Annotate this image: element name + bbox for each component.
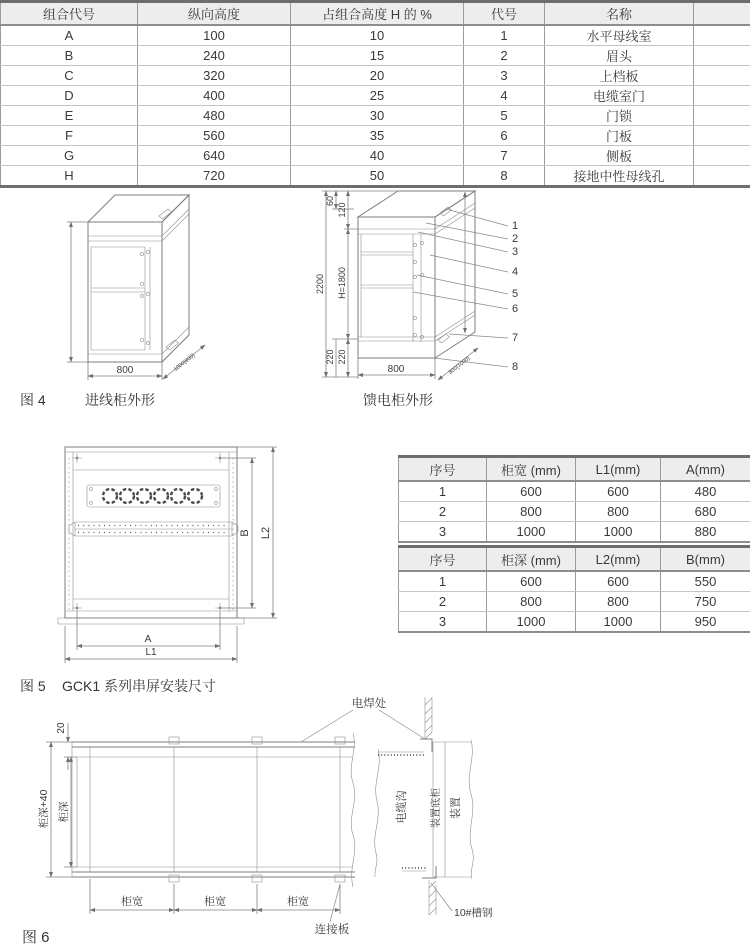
callout-8: 8: [512, 361, 519, 373]
column-header: 序号: [399, 547, 487, 572]
cell: 20: [291, 66, 464, 86]
cell: [694, 86, 750, 106]
cell: D: [1, 86, 138, 106]
dim-220-inner: 220: [337, 349, 347, 365]
dim-width-2: 柜宽: [204, 896, 226, 908]
cabinet-width-table: [398, 455, 750, 543]
column-header: 柜深 (mm): [487, 547, 576, 572]
cell: 4: [464, 86, 545, 106]
column-header: 名称: [545, 2, 694, 26]
side-vent-slot: [166, 340, 179, 350]
figure5-number: 图 5: [20, 678, 46, 694]
cell: 6: [464, 126, 545, 146]
table-row: [1, 146, 750, 166]
cell: 35: [291, 126, 464, 146]
cell: 2: [399, 502, 487, 522]
cell: 15: [291, 46, 464, 66]
cell: 8: [464, 166, 545, 187]
break-line: [351, 733, 355, 887]
callout-7: 7: [512, 332, 519, 344]
cell: 2: [399, 592, 487, 612]
table-row: [399, 592, 750, 612]
cell: 600: [487, 481, 576, 502]
dim-120: 120: [337, 202, 347, 218]
column-header: [694, 2, 750, 26]
wall-hatch-top: [420, 697, 432, 752]
dim-depth-plus-40: 柜深+40: [38, 789, 50, 829]
table-row: [399, 522, 750, 543]
cell: 1000: [576, 522, 661, 543]
column-header: 占组合高度 H 的 %: [291, 2, 464, 26]
panel-mounting-drawing: [25, 428, 395, 673]
frame: [72, 733, 355, 887]
dim-l2: L2: [260, 526, 272, 540]
cell: 40: [291, 146, 464, 166]
figure4-number: 图 4: [20, 392, 46, 408]
figure5-title: GCK1 系列串屏安装尺寸: [62, 678, 217, 694]
feeder-cabinet-label: 馈电柜外形: [363, 392, 433, 408]
table-row: [1, 126, 750, 146]
table-row: [399, 481, 750, 502]
cell: 3: [399, 522, 487, 543]
wall-hatch-bottom: [422, 866, 436, 915]
cell: 1: [399, 571, 487, 592]
cabinet-front: [58, 447, 244, 624]
dimensions: [65, 447, 277, 663]
cell: 水平母线室: [545, 25, 694, 46]
cell: [694, 166, 750, 187]
corner-screws: [72, 453, 225, 613]
cell: 640: [138, 146, 291, 166]
cell: 上档板: [545, 66, 694, 86]
dim-60: 60: [325, 195, 335, 207]
cell: 240: [138, 46, 291, 66]
cabinet-depth-table: [398, 545, 750, 633]
cell: 100: [138, 25, 291, 46]
cell: 320: [138, 66, 291, 86]
bottom-cabinet-label: 装置底柜: [431, 788, 442, 828]
cell: 720: [138, 166, 291, 187]
dim-220-outer: 220: [325, 349, 335, 365]
callout-2: 2: [512, 233, 519, 245]
cell: 880: [661, 522, 750, 543]
cell: 2: [464, 46, 545, 66]
callout-1: 1: [512, 220, 519, 232]
dim-b: B: [239, 529, 251, 537]
column-header: L2(mm): [576, 547, 661, 572]
combination-height-table: [0, 0, 750, 188]
cell: 600: [487, 571, 576, 592]
column-header: 组合代号: [1, 2, 138, 26]
table-row: [399, 571, 750, 592]
cell: [694, 146, 750, 166]
cell: 1000: [487, 612, 576, 633]
column-header: 代号: [464, 2, 545, 26]
cell: 1: [399, 481, 487, 502]
column-header: 柜宽 (mm): [487, 457, 576, 482]
vent-panel: [87, 485, 220, 507]
table-row: [1, 66, 750, 86]
dim-width-1: 柜宽: [121, 896, 143, 908]
feeder-cabinet-drawing: [315, 185, 558, 395]
dim-h1800: H=1800: [337, 267, 347, 299]
cell: 550: [661, 571, 750, 592]
top-vent-slot: [440, 207, 452, 216]
table-row: [399, 502, 750, 522]
weld-spot-label: 电焊处: [351, 698, 387, 710]
cell: [694, 46, 750, 66]
cell: 门板: [545, 126, 694, 146]
cabinet-body: [88, 195, 189, 362]
cell: 10: [291, 25, 464, 46]
column-header: A(mm): [661, 457, 750, 482]
cell: G: [1, 146, 138, 166]
cell: 1000: [487, 522, 576, 543]
cable-trench-label: 电缆沟: [396, 790, 408, 824]
dim-l1: L1: [145, 647, 157, 658]
cell: 30: [291, 106, 464, 126]
cell: C: [1, 66, 138, 86]
cell: 50: [291, 166, 464, 187]
table-header-row: [399, 457, 750, 482]
cell: 800: [576, 592, 661, 612]
cell: 560: [138, 126, 291, 146]
dim-a: A: [144, 634, 152, 645]
cell: 门锁: [545, 106, 694, 126]
table-row: [1, 46, 750, 66]
table-row: [1, 86, 750, 106]
cell: 接地中性母线孔: [545, 166, 694, 187]
cabinet-body: [358, 191, 475, 358]
break-line: [469, 740, 473, 879]
column-header: 纵向高度: [138, 2, 291, 26]
cell: F: [1, 126, 138, 146]
cable-trench: [375, 697, 474, 915]
column-header: 序号: [399, 457, 487, 482]
cell: 800: [576, 502, 661, 522]
table-header-row: [1, 2, 750, 26]
cell: 侧板: [545, 146, 694, 166]
cell: E: [1, 106, 138, 126]
cell: [694, 106, 750, 126]
cell: 600: [576, 481, 661, 502]
cell: 电缆室门: [545, 86, 694, 106]
callout-6: 6: [512, 303, 519, 315]
base-plinth: [58, 618, 244, 624]
cell: 3: [399, 612, 487, 633]
cell: A: [1, 25, 138, 46]
cell: 3: [464, 66, 545, 86]
table-row: [1, 106, 750, 126]
dim-depth: 柜深: [58, 801, 70, 823]
dimensions: [315, 191, 478, 380]
busbar: [69, 522, 238, 536]
cell: B: [1, 46, 138, 66]
table-header-row: [399, 547, 750, 572]
dim-width: 800: [116, 365, 134, 376]
part-callouts: [413, 209, 518, 373]
cell: 480: [661, 481, 750, 502]
cell: [694, 126, 750, 146]
cell: 25: [291, 86, 464, 106]
cell: [694, 66, 750, 86]
cell: 750: [661, 592, 750, 612]
column-header: B(mm): [661, 547, 750, 572]
cell: 5: [464, 106, 545, 126]
dimensions: [37, 722, 340, 914]
dim-depth: 1000(800): [172, 352, 197, 373]
device-label: 装置: [450, 797, 462, 819]
dim-width: 800: [387, 364, 405, 375]
dim-20: 20: [56, 722, 67, 734]
cell: 1000: [576, 612, 661, 633]
table-row: [399, 612, 750, 633]
cell: 800: [487, 502, 576, 522]
callout-3: 3: [512, 246, 519, 258]
cell: 1: [464, 25, 545, 46]
figure6-number: 图 6: [22, 929, 50, 946]
dim-2200: 2200: [315, 273, 325, 295]
cell: 680: [661, 502, 750, 522]
table-row: [1, 25, 750, 46]
inlet-cabinet-label: 进线柜外形: [85, 392, 155, 408]
inlet-cabinet-drawing: [55, 190, 320, 395]
dim-depth: 800(1000): [447, 355, 472, 376]
callout-5: 5: [512, 288, 519, 300]
cell: 眉头: [545, 46, 694, 66]
cell: 400: [138, 86, 291, 106]
cell: H: [1, 166, 138, 187]
table-row: [1, 166, 750, 187]
cell: 800: [487, 592, 576, 612]
cell: 480: [138, 106, 291, 126]
cell: 950: [661, 612, 750, 633]
dim-width-3: 柜宽: [287, 896, 309, 908]
cell: 600: [576, 571, 661, 592]
channel-steel-label: 10#槽钢: [454, 907, 493, 919]
floor-channel-drawing: [22, 695, 727, 945]
cell: 7: [464, 146, 545, 166]
side-vent-slot: [438, 334, 450, 343]
connecting-plate-label: 连接板: [314, 924, 350, 936]
column-header: L1(mm): [576, 457, 661, 482]
callout-4: 4: [512, 266, 519, 278]
cell: [694, 25, 750, 46]
